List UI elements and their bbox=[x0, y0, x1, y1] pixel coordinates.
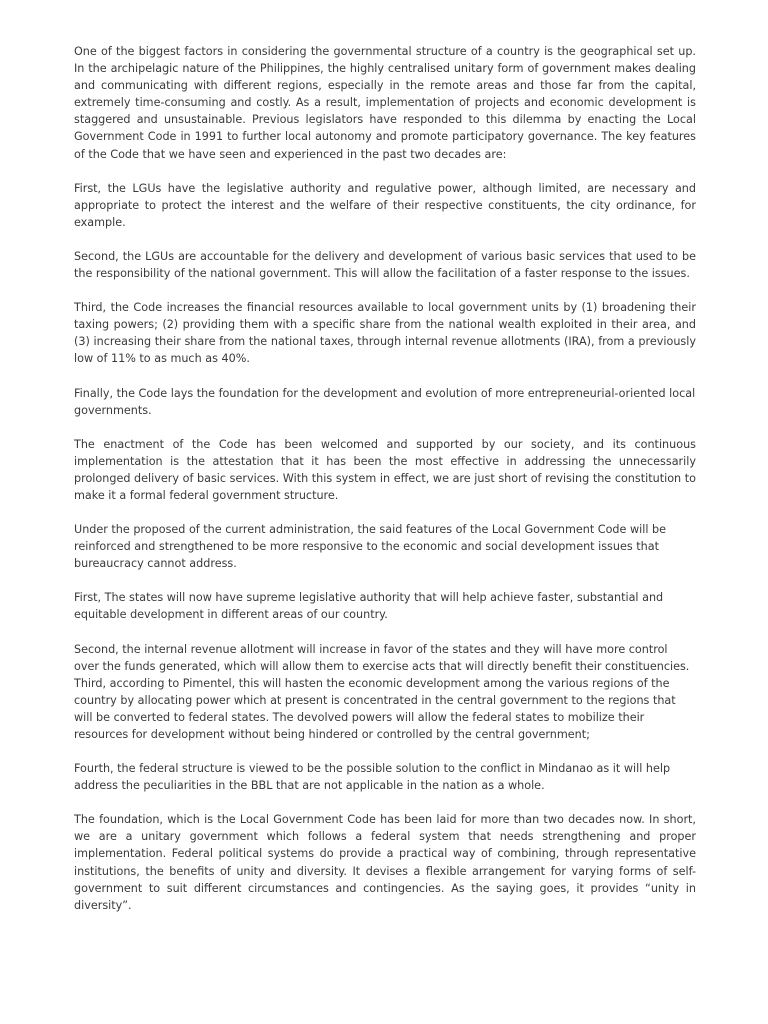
paragraph-federal-second: Second, the internal revenue allotment will increase in favor of the states and they will have more control over the funds generated, which will allow them to exercise acts that will directly benefit their constituencies. bbox=[74, 642, 690, 673]
paragraph-enactment: The enactment of the Code has been welcomed and supported by our society, and its continuous implementation is the attestation that it has been the most effective in addressing the unnecessarily prolonged delivery of basic services. With this system in effect, we are just short of revising the constitution to make it a formal federal government structure. bbox=[74, 437, 696, 502]
paragraph-federal-fourth: Fourth, the federal structure is viewed to be the possible solution to the conflict in Mindanao as it will help address the peculiarities in the BBL that are not applicable in the nation as a whole. bbox=[74, 762, 671, 793]
paragraph-proposal: Under the proposed of the current administration, the said features of the Local Government Code will be reinforced and strengthened to be more responsive to the economic and social development issues that bureaucracy cannot address. bbox=[74, 523, 666, 571]
paragraph-conclusion: The foundation, which is the Local Government Code has been laid for more than two decades now. In short, we are a unitary government which follows a federal system that needs strengthening and proper implementation. Federal political systems do provide a practical way of combining, through representative institutions, the benefits of unity and diversity. It devises a flexible arrangement for varying forms of self-government to suit different circumstances and contingencies. As the saying goes, it provides “unity in diversity”. bbox=[74, 813, 696, 912]
paragraph-federal-first: First, The states will now have supreme legislative authority that will help achieve faster, substantial and equitable development in different areas of our country. bbox=[74, 591, 664, 622]
paragraph-code-feature-third: Third, the Code increases the financial resources available to local government units by (1) broadening their taxing powers; (2) providing them with a specific share from the national wealth exploited in their area, and (3) increasing their share from the national taxes, through internal revenue allotments (IRA), from a previously low of 11% to as much as 40%. bbox=[74, 301, 696, 366]
paragraph-code-feature-finally: Finally, the Code lays the foundation for the development and evolution of more entrepreneurial-oriented local governments. bbox=[74, 386, 696, 417]
paragraph-federal-third: Third, according to Pimentel, this will hasten the economic development among the various regions of the country by allocating power which at present is concentrated in the central government to the regions that will be converted to federal states. The devolved powers will allow the federal states to mobilize their resources for development without being hindered or controlled by the central government; bbox=[74, 676, 676, 741]
paragraph-code-feature-second: Second, the LGUs are accountable for the delivery and development of various basic services that used to be the responsibility of the national government. This will allow the facilitation of a faster response to the issues. bbox=[74, 249, 696, 281]
paragraph-intro: One of the biggest factors in considering the governmental structure of a country is the geographical set up. In the archipelagic nature of the Philippines, the highly centralised unitary form of government makes dealing and communicating with different regions, especially in the remote areas and those far from the capital, extremely time-consuming and costly. As a result, implementation of projects and economic development is staggered and unsustainable. Previous legislators have responded to this dilemma by enacting the Local Government Code in 1991 to further local autonomy and promote participatory governance. The key features of the Code that we have seen and experienced in the past two decades are: bbox=[74, 45, 696, 161]
document-body bbox=[74, 43, 696, 931]
paragraph-code-feature-first: First, the LGUs have the legislative authority and regulative power, although limited, are necessary and appropriate to protect the interest and the welfare of their respective constituents, the city ordinance, for example. bbox=[74, 181, 696, 229]
